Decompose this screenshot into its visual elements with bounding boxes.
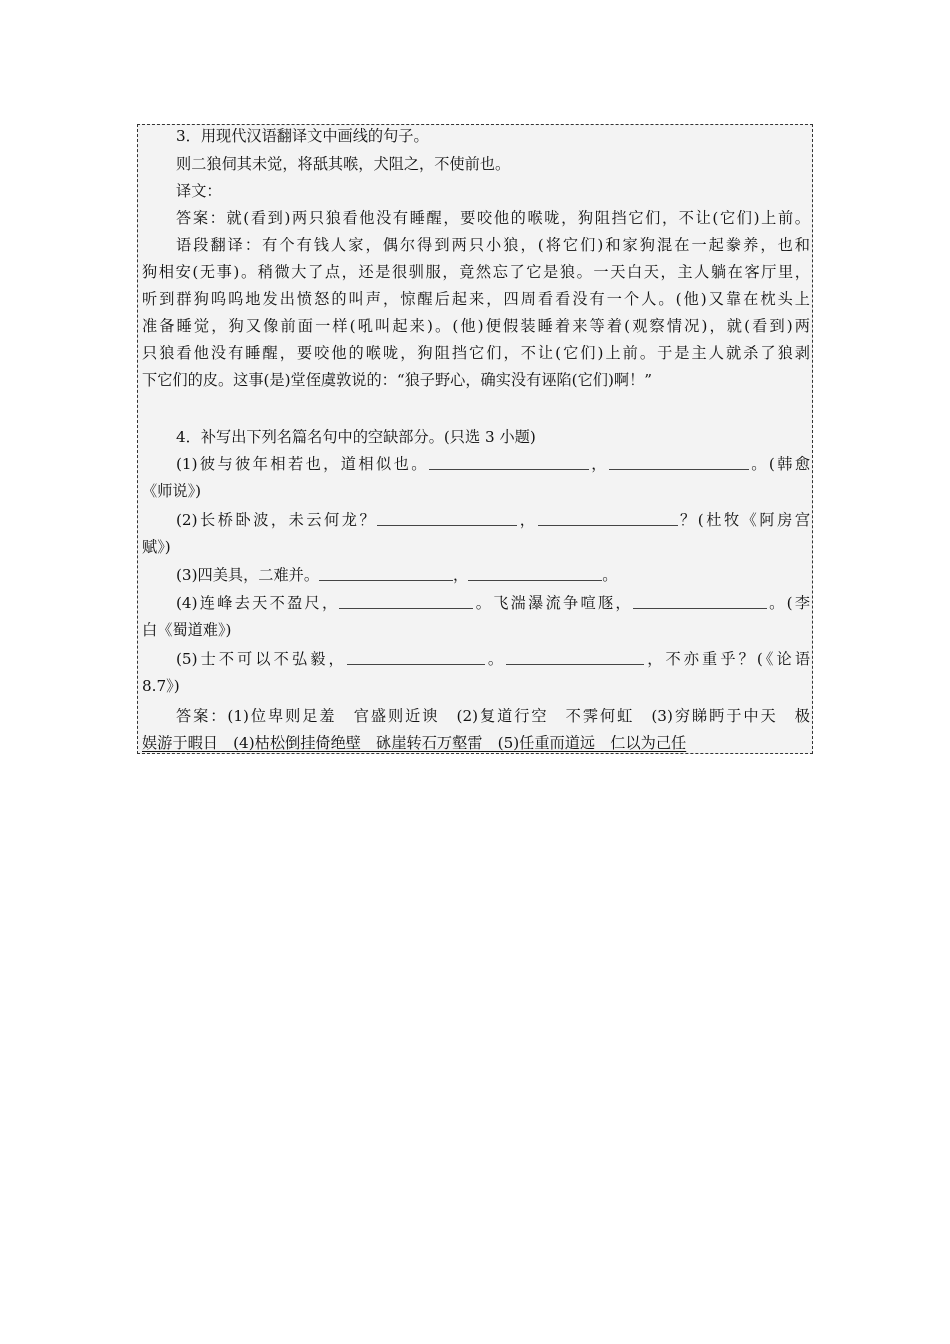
q4-item-1: (1)彼与彼年相若也，道相似也。 ， 。(韩愈 bbox=[176, 455, 811, 473]
q4-item-3: (3)四美具，二难并。 ， 。 bbox=[176, 566, 618, 584]
q4-answer-line-2: 娱游于暇日 (4)枯松倒挂倚绝壁 砯崖转石万壑雷 (5)任重而道远 仁以为己任 bbox=[142, 734, 687, 752]
blank-5b[interactable] bbox=[506, 649, 644, 665]
q4-title: 4．补写出下列名篇名句中的空缺部分。(只选 3 小题) bbox=[176, 428, 536, 446]
q3-para-line: 只狼看他没有睡醒，要咬他的喉咙，狗阻挡它们，不让(它们)上前。于是主人就杀了狼剥 bbox=[142, 344, 810, 362]
q3-answer: 答案：就(看到)两只狼看他没有睡醒，要咬他的喉咙，狗阻挡它们，不让(它们)上前。 bbox=[176, 209, 810, 227]
q3-para-line: 准备睡觉，狗又像前面一样(吼叫起来)。(他)便假装睡着来等着(观察情况)，就(看到)两 bbox=[142, 317, 810, 335]
blank-3a[interactable] bbox=[319, 565, 453, 581]
q3-para-line: 语段翻译：有个有钱人家，偶尔得到两只小狼，(将它们)和家狗混在一起豢养，也和 bbox=[176, 236, 810, 254]
q3-para-line: 狗相安(无事)。稍微大了点，还是很驯服，竟然忘了它是狼。一天白天，主人躺在客厅里， bbox=[142, 263, 810, 281]
q4-answer-line-1: 答案：(1)位卑则足羞 官盛则近谀 (2)复道行空 不霁何虹 (3)穷睇眄于中天 极 bbox=[176, 707, 810, 725]
q3-translation-label: 译文： bbox=[176, 182, 222, 200]
blank-4b[interactable] bbox=[633, 593, 767, 609]
q3-title: 3．用现代汉语翻译文中画线的句子。 bbox=[176, 127, 429, 145]
blank-1b[interactable] bbox=[609, 454, 749, 470]
blank-3b[interactable] bbox=[468, 565, 602, 581]
q3-para-line: 听到群狗呜呜地发出愤怒的叫声，惊醒后起来，四周看看没有一个人。(他)又靠在枕头上 bbox=[142, 290, 810, 308]
q3-sentence: 则二狼伺其未觉，将舐其喉，犬阻之，不使前也。 bbox=[176, 155, 511, 173]
blank-1a[interactable] bbox=[429, 454, 589, 470]
q4-item-1-source: 《师说》) bbox=[142, 482, 202, 500]
blank-5a[interactable] bbox=[347, 649, 485, 665]
q4-item-5-source: 8.7》) bbox=[142, 677, 180, 695]
q4-item-2: (2)长桥卧波，未云何龙？ ， ？(杜牧《阿房宫 bbox=[176, 511, 811, 529]
blank-2a[interactable] bbox=[377, 510, 517, 526]
q4-item-2-source: 赋》) bbox=[142, 538, 171, 556]
blank-2b[interactable] bbox=[538, 510, 678, 526]
q4-item-4: (4)连峰去天不盈尺， 。飞湍瀑流争喧豗， 。(李 bbox=[176, 594, 811, 612]
q4-item-5: (5)士不可以不弘毅， 。 ，不亦重乎？(《论语 bbox=[176, 650, 811, 668]
q4-item-4-source: 白《蜀道难》) bbox=[142, 621, 232, 639]
blank-4a[interactable] bbox=[339, 593, 473, 609]
q3-para-line: 下它们的皮。这事(是)堂侄虞敦说的：“狼子野心，确实没有诬陷(它们)啊！” bbox=[142, 371, 653, 389]
